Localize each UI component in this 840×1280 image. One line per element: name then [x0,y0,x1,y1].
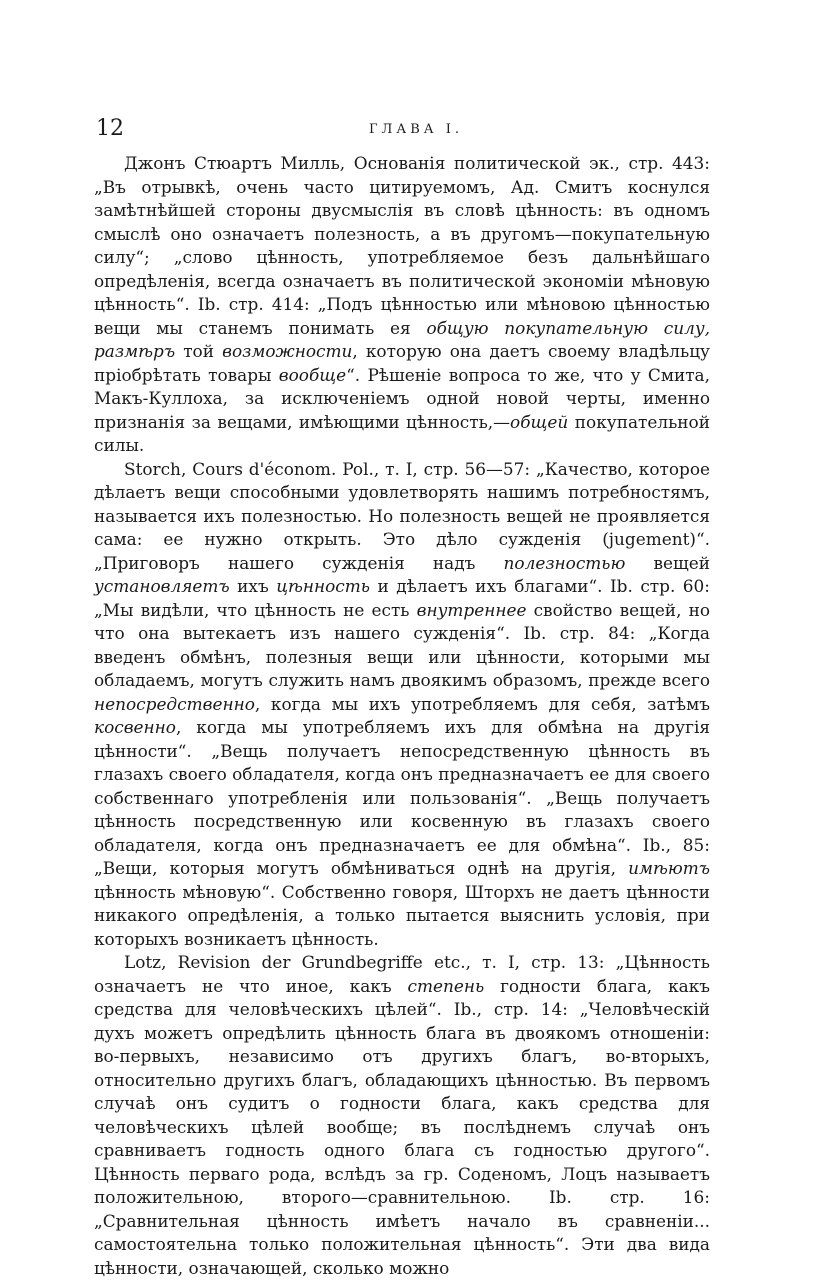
text-run: , когда мы употребляемъ ихъ для обмѣна на другія цѣнности“. „Вещь получаетъ непосредственную цѣнность въ глазахъ своего обладателя, когда онъ предназначаетъ ее для своего собственнаго употребленія или пользованія“. „Вещь получаетъ цѣнность посредственную или косвенную въ глазахъ своего обладателя, когда онъ предназначаетъ ее для обмѣна“. Ib., 85: „Вещи, которыя могутъ обмѣниваться однѣ на другія, [94,717,710,878]
chapter-title: ГЛАВА I. [368,122,464,137]
italic-run: степень [407,975,485,996]
italic-run: внутреннее [416,599,527,620]
italic-run: вообще [278,364,347,385]
italic-run: установляетъ [94,576,230,596]
italic-run: полезностью [503,552,626,573]
text-run: , когда мы ихъ употребляемъ для себя, затѣмъ [254,693,710,714]
text-run: цѣнность мѣновую“. Собственно говоря, Шторхъ не даетъ цѣнности никакого опредѣленія, а только пытается выяснить условія, при которыхъ возникаетъ цѣнность. [94,881,710,949]
italic-run: общую покупательную силу, размѣръ [94,317,710,361]
paragraph-storch [94,458,710,952]
italic-run: общей [510,411,569,432]
text-run: покупательной силы. [94,411,710,455]
page-number: 12 [96,116,124,141]
text-run: Storch, Cours d'économ. Pol., т. I, стр. 56—57: „Качество, которое дѣлаетъ вещи способными удовлетворять нашимъ потребностямъ, называется ихъ полезностью. Но полезность вещей не проявляется сама: ее нужно открыть. Это дѣло сужденія (jugement)“. „Приговоръ нашего сужденія надъ [94,458,710,573]
text-run: свойство вещей, но что она вытекаетъ изъ нашего сужденія“. Ib. стр. 84: „Когда введенъ обмѣнъ, полезныя вещи или цѣнности, которыми мы обладаемъ, могутъ служить намъ двоякимъ образомъ, прежде всего [94,599,710,690]
italic-run: возможности [222,341,353,361]
italic-run: косвенно [94,717,176,737]
paragraph-lotz [94,951,710,1280]
text-run: вещей [625,552,710,573]
text-run: “. Рѣшеніе вопроса то же, что у Смита, Макъ-Куллоха, за исключеніемъ одной новой черты, именно признанія за вещами, имѣющими цѣнность,— [94,364,710,432]
text-run: ихъ [229,576,277,596]
italic-run: непосредственно [94,693,255,714]
text-run: той [175,341,223,361]
paragraph-mill [94,152,710,458]
text-run: Lotz, Revision der Grundbegriffe etc., т. I, стр. 13: „Цѣнность означаетъ не что иное, какъ [94,952,710,996]
text-run: годности блага, какъ средства для человѣческихъ цѣлей“. Ib., стр. 14: „Человѣческій духъ можетъ опредѣлить цѣнность блага въ двоякомъ отношеніи: во-первыхъ, независимо отъ другихъ благъ, во-вторыхъ, относительно другихъ благъ, обладающихъ цѣнностью. Въ первомъ случаѣ онъ судитъ о годности блага, какъ средства для человѣческихъ цѣлей вообще; въ послѣднемъ случаѣ онъ сравниваетъ годность одного блага съ годностью другого“. Цѣнность перваго рода, вслѣдъ за гр. Соденомъ, Лоцъ называетъ положительною, второго—сравнительною. Ib. стр. 16: „Сравнительная цѣнность имѣетъ начало въ сравненіи... самостоятельна только положительная цѣнность“. Эти два вида цѣнности, означающей, сколько можно [94,975,710,1278]
text-run: Джонъ Стюартъ Милль, Основанія политической эк., стр. 443: „Въ отрывкѣ, очень часто цитируемомъ, Ад. Смитъ коснулся замѣтнѣйшей стороны двусмыслія въ словѣ цѣнность: въ одномъ смыслѣ оно означаетъ полезность, а въ другомъ—покупательную силу“; „слово цѣнность, употребляемое безъ дальнѣйшаго опредѣленія, всегда означаетъ въ политической экономіи мѣновую цѣнность“. Ib. стр. 414: „Подъ цѣнностью или мѣновою цѣнностью вещи мы станемъ понимать ея [94,153,710,338]
body-text [94,152,710,1280]
text-run: и дѣлаетъ ихъ благами“. Ib. стр. 60: „Мы видѣли, что цѣнность не есть [94,576,710,620]
running-header [96,116,736,144]
italic-run: цѣнность [276,576,370,596]
text-run: , которую она даетъ своему владѣльцу пріобрѣтать товары [94,341,710,385]
italic-run: имѣютъ [628,858,710,878]
